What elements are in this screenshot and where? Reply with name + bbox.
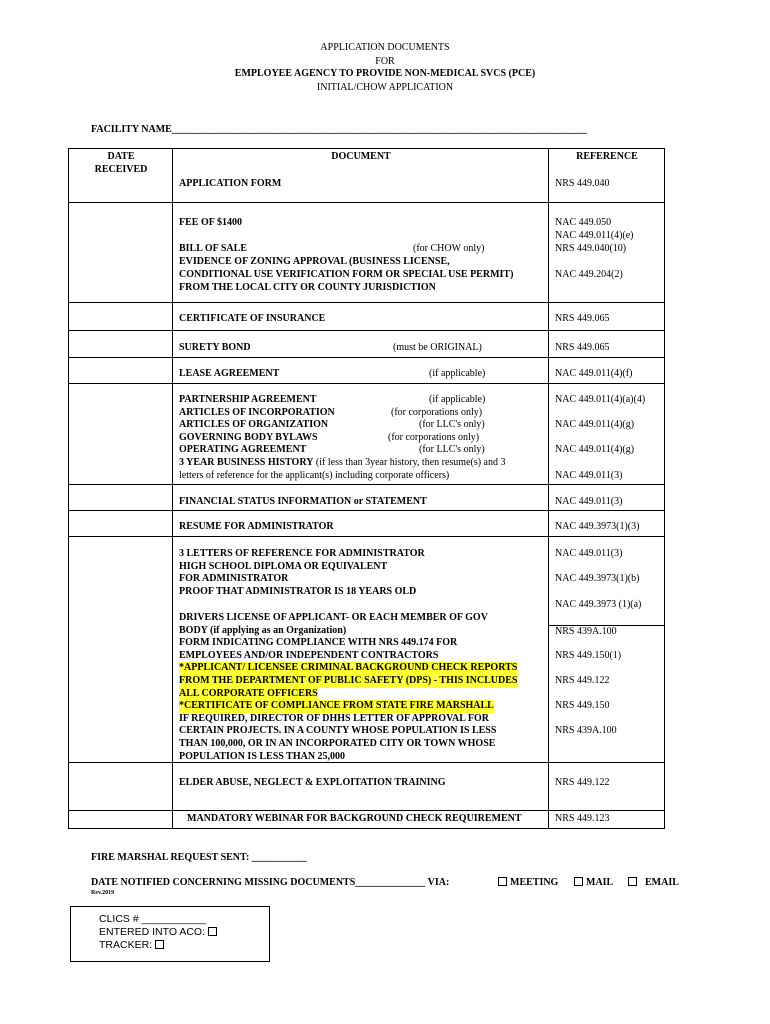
entered-into-aco-label: ENTERED INTO ACO: — [99, 926, 205, 938]
col-document-header: DOCUMENT — [331, 151, 391, 162]
col-date-header-2: RECEIVED — [94, 164, 148, 175]
doc-operating-agreement: OPERATING AGREEMENT — [179, 444, 307, 456]
ref-insurance: NRS 449.065 — [555, 313, 610, 324]
doc-background-check: *APPLICANT/ LICENSEE CRIMINAL BACKGROUND CHECK REPORTS — [179, 662, 518, 674]
date-received-cell[interactable] — [69, 149, 173, 203]
entered-into-aco[interactable] — [99, 926, 217, 939]
doc-proof-age: PROOF THAT ADMINISTRATOR IS 18 YEARS OLD — [179, 585, 417, 597]
date-received-cell[interactable] — [69, 331, 173, 358]
doc-drivers-license-2: BODY (if applying as an Organization) — [179, 624, 347, 636]
date-received-cell[interactable] — [69, 203, 173, 303]
doc-dhhs-letter-2: CERTAIN PROJECTS. IN A COUNTY WHOSE POPULATION IS LESS — [179, 725, 497, 737]
ref-dhhs-letter: NRS 439A.100 — [555, 725, 617, 737]
ref-elder-abuse: NRS 449.122 — [555, 777, 610, 788]
doc-operating-agreement-note: (for LLC's only) — [419, 444, 485, 456]
header-line-2: FOR — [375, 56, 395, 67]
table-row — [69, 485, 665, 511]
ref-application-form: NRS 449.040 — [555, 178, 610, 189]
doc-financial: FINANCIAL STATUS INFORMATION or STATEMENT — [179, 496, 427, 507]
doc-background-check-3: ALL CORPORATE OFFICERS — [179, 687, 318, 699]
tracker[interactable] — [99, 939, 164, 952]
mail-checkbox[interactable] — [574, 877, 583, 886]
ref-articles-organization: NAC 449.011(4)(g) — [555, 419, 635, 431]
documents-table — [68, 148, 665, 829]
date-received-cell[interactable] — [69, 811, 173, 829]
header-subtitle: INITIAL/CHOW APPLICATION — [316, 82, 454, 93]
ref-partnership: NAC 449.011(4)(a)(4) — [555, 394, 646, 405]
ref-fee: NAC 449.050 — [555, 217, 612, 228]
doc-webinar: MANDATORY WEBINAR FOR BACKGROUND CHECK REQUIREMENT — [187, 813, 522, 824]
doc-resume: RESUME FOR ADMINISTRATOR — [179, 521, 334, 532]
doc-fire-marshall: *CERTIFICATE OF COMPLIANCE FROM STATE FIRE MARSHALL — [179, 700, 494, 712]
ref-financial: NAC 449.011(3) — [555, 496, 623, 507]
ref-drivers-license: NRS 439A.100 — [549, 625, 665, 639]
date-received-cell[interactable] — [69, 358, 173, 384]
doc-insurance: CERTIFICATE OF INSURANCE — [179, 313, 326, 324]
doc-lease: LEASE AGREEMENT — [179, 368, 280, 379]
table-row — [69, 763, 665, 811]
table-row — [69, 384, 665, 485]
doc-letters-reference: 3 LETTERS OF REFERENCE FOR ADMINISTRATOR — [179, 548, 425, 559]
header-line-1: APPLICATION DOCUMENTS — [320, 42, 450, 53]
doc-bylaws-note: (for corporations only) — [388, 431, 480, 443]
date-received-cell[interactable] — [69, 763, 173, 811]
ref-diploma: NAC 449.3973(1)(b) — [555, 573, 640, 585]
revision-note: Rev.2019 — [91, 890, 115, 896]
doc-articles-organization-note: (for LLC's only) — [419, 419, 485, 431]
ref-fee-2: NAC 449.011(4)(e) — [555, 230, 634, 241]
doc-zoning-3: FROM THE LOCAL CITY OR COUNTY JURISDICTION — [179, 282, 436, 293]
via-mail-label: MAIL — [586, 877, 614, 888]
doc-elder-abuse: ELDER ABUSE, NEGLECT & EXPLOITATION TRAINING — [179, 777, 446, 788]
ref-compliance-form: NRS 449.150(1) — [555, 649, 622, 661]
date-received-cell[interactable] — [69, 303, 173, 331]
via-meeting-option[interactable] — [498, 877, 558, 889]
doc-articles-organization: ARTICLES OF ORGANIZATION — [179, 419, 329, 431]
doc-diploma: HIGH SCHOOL DIPLOMA OR EQUIVALENT — [179, 560, 388, 572]
via-mail-option[interactable] — [574, 877, 613, 889]
doc-compliance-form: FORM INDICATING COMPLIANCE WITH NRS 449.174 FOR — [179, 637, 458, 649]
ref-surety: NRS 449.065 — [555, 342, 610, 353]
doc-bill-of-sale-note: (for CHOW only) — [413, 243, 485, 254]
table-row — [69, 811, 665, 829]
date-received-cell[interactable] — [69, 384, 173, 485]
ref-resume: NAC 449.3973(1)(3) — [555, 521, 640, 532]
doc-partnership-note: (if applicable) — [429, 394, 486, 405]
col-reference-header: REFERENCE — [576, 151, 638, 162]
date-notified-field[interactable]: DATE NOTIFIED CONCERNING MISSING DOCUMENTS______________ VIA: — [91, 877, 450, 888]
facility-name-field[interactable]: FACILITY NAME___________________________________________________________________________________ — [91, 124, 587, 135]
tracker-checkbox[interactable] — [155, 940, 164, 949]
col-date-header: DATE — [107, 151, 135, 162]
doc-dhhs-letter-4: POPULATION IS LESS THAN 25,000 — [179, 750, 346, 762]
table-row — [69, 303, 665, 331]
doc-partnership: PARTNERSHIP AGREEMENT — [179, 394, 317, 405]
table-header-row — [69, 149, 665, 203]
doc-zoning-2: CONDITIONAL USE VERIFICATION FORM OR SPECIAL USE PERMIT) — [179, 269, 514, 280]
clics-number-field[interactable]: CLICS # ___________ — [99, 913, 206, 925]
doc-compliance-form-2: EMPLOYEES AND/OR INDEPENDENT CONTRACTORS — [179, 649, 439, 661]
doc-drivers-license: DRIVERS LICENSE OF APPLICANT- OR EACH MEMBER OF GOV — [179, 612, 488, 623]
doc-business-history-note: (if less than 3year history, then resume(s) and 3 — [313, 457, 506, 468]
doc-dhhs-letter: IF REQUIRED, DIRECTOR OF DHHS LETTER OF APPROVAL FOR — [179, 712, 489, 724]
office-use-box — [70, 906, 270, 962]
doc-bill-of-sale: BILL OF SALE — [179, 243, 247, 254]
table-row — [69, 203, 665, 303]
doc-surety-bond: SURETY BOND — [179, 342, 251, 353]
doc-lease-note: (if applicable) — [429, 368, 486, 379]
doc-application-form: APPLICATION FORM — [179, 178, 282, 189]
ref-business-history: NAC 449.011(3) — [555, 469, 623, 481]
entered-into-aco-checkbox[interactable] — [208, 927, 217, 936]
ref-proof-age: NAC 449.3973 (1)(a) — [555, 599, 642, 610]
ref-letters-reference: NAC 449.011(3) — [555, 548, 623, 559]
ref-background-check: NRS 449.122 — [555, 675, 610, 686]
meeting-checkbox[interactable] — [498, 877, 507, 886]
doc-dhhs-letter-3: THAN 100,000, OR IN AN INCORPORATED CITY OR TOWN WHOSE — [179, 738, 496, 749]
doc-diploma-2: FOR ADMINISTRATOR — [179, 573, 289, 585]
ref-fire-marshall: NRS 449.150 — [555, 700, 610, 712]
date-received-cell[interactable] — [69, 511, 173, 537]
doc-business-history-note-2: letters of reference for the applicant(s) including corporate officers) — [179, 469, 450, 481]
date-received-cell[interactable] — [69, 537, 173, 763]
table-row — [69, 537, 665, 763]
tracker-label: TRACKER: — [99, 939, 153, 951]
ref-lease: NAC 449.011(4)(f) — [555, 368, 633, 379]
doc-background-check-2: FROM THE DEPARTMENT OF PUBLIC SAFETY (DPS) - THIS INCLUDES — [179, 675, 518, 686]
fire-marshal-request-field[interactable]: FIRE MARSHAL REQUEST SENT: ___________ — [91, 852, 307, 863]
ref-zoning: NAC 449.204(2) — [555, 269, 623, 280]
date-received-cell[interactable] — [69, 485, 173, 511]
table-row — [69, 358, 665, 384]
table-row — [69, 511, 665, 537]
email-checkbox[interactable] — [628, 877, 637, 886]
document-title: EMPLOYEE AGENCY TO PROVIDE NON-MEDICAL SVCS (PCE) — [234, 68, 536, 79]
ref-webinar: NRS 449.123 — [555, 813, 610, 824]
ref-bill-of-sale: NRS 449.040(10) — [555, 243, 627, 254]
doc-zoning-1: EVIDENCE OF ZONING APPROVAL (BUSINESS LICENSE, — [179, 256, 450, 267]
doc-surety-note: (must be ORIGINAL) — [393, 342, 482, 353]
doc-business-history: 3 YEAR BUSINESS HISTORY — [179, 457, 314, 468]
via-email-label: EMAIL — [645, 877, 679, 888]
doc-articles-incorporation: ARTICLES OF INCORPORATION — [179, 406, 335, 418]
doc-bylaws: GOVERNING BODY BYLAWS — [179, 431, 318, 443]
doc-articles-incorporation-note: (for corporations only) — [391, 406, 483, 418]
doc-fee: FEE OF $1400 — [179, 217, 242, 228]
via-email-option[interactable] — [628, 877, 679, 889]
ref-operating-agreement: NAC 449.011(4)(g) — [555, 444, 635, 456]
table-row — [69, 331, 665, 358]
via-meeting-label: MEETING — [510, 877, 559, 888]
